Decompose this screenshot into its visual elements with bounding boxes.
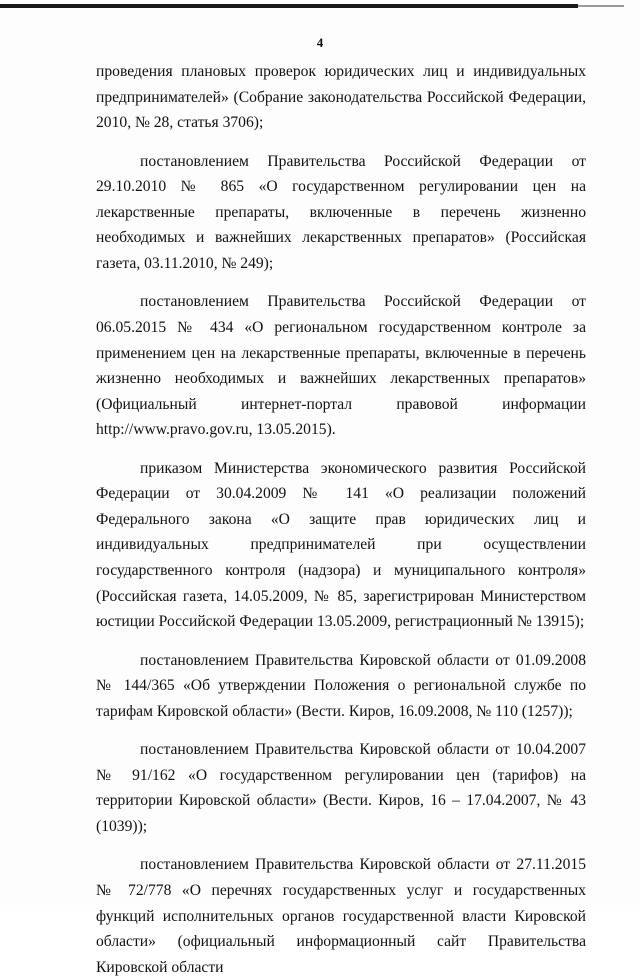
paragraph-order-141: приказом Министерства экономического развития Российской Федерации от 30.04.2009 № 141 «О реализации положений Федерального закона «О защите прав юридических лиц и индивидуальных предпринимателей при осуществлении государственного контроля (надзора) и муниципального контроля» (Российская газета, 14.05.2009, № 85, зарегистрирован Министерством юстиции Российской Федерации 13.05.2009, регистрационный № 13915); [96,459,586,631]
top-border-line-tail [578,5,624,7]
paragraph-decree-865: постановлением Правительства Российской Федерации от 29.10.2010 № 865 «О государственном регулировании цен на лекарственные препараты, включенные в перечень жизненно необходимых и важнейших лекарственных препаратов» (Российская газета, 03.11.2010, № 249); [96,152,586,272]
page-number: 4 [316,35,324,50]
top-border-line [0,4,578,8]
document-body [96,59,586,980]
paragraph-decree-144-365: постановлением Правительства Кировской области от 01.09.2008 № 144/365 «Об утверждении Положения о региональной службе по тарифам Кировской области» (Вести. Киров, 16.09.2008, № 110 (1257)); [96,651,586,720]
paragraph-decree-72-778: постановлением Правительства Кировской области от 27.11.2015 № 72/778 «О перечнях государственных услуг и государственных функций исполнительных органов государственной власти Кировской области» (официальный информационный сайт Правительства Кировской области [96,856,586,976]
paragraph-decree-434: постановлением Правительства Российской Федерации от 06.05.2015 № 434 «О региональном государственном контроле за применением цен на лекарственные препараты, включенные в перечень жизненно необходимых и важнейших лекарственных препаратов» (Официальный интернет-портал правовой информации http://www.pravo.gov.ru, 13.05.2015). [96,293,586,439]
paragraph-decree-91-162: постановлением Правительства Кировской области от 10.04.2007 № 91/162 «О государственном регулировании цен (тарифов) на территории Кировской области» (Вести. Киров, 16 – 17.04.2007, № 43 (1039)); [96,741,586,836]
paragraph-continuation: проведения плановых проверок юридических лиц и индивидуальных предпринимателей» (Собрание законодательства Российской Федерации, 2010, № 28, статья 3706); [96,63,586,132]
